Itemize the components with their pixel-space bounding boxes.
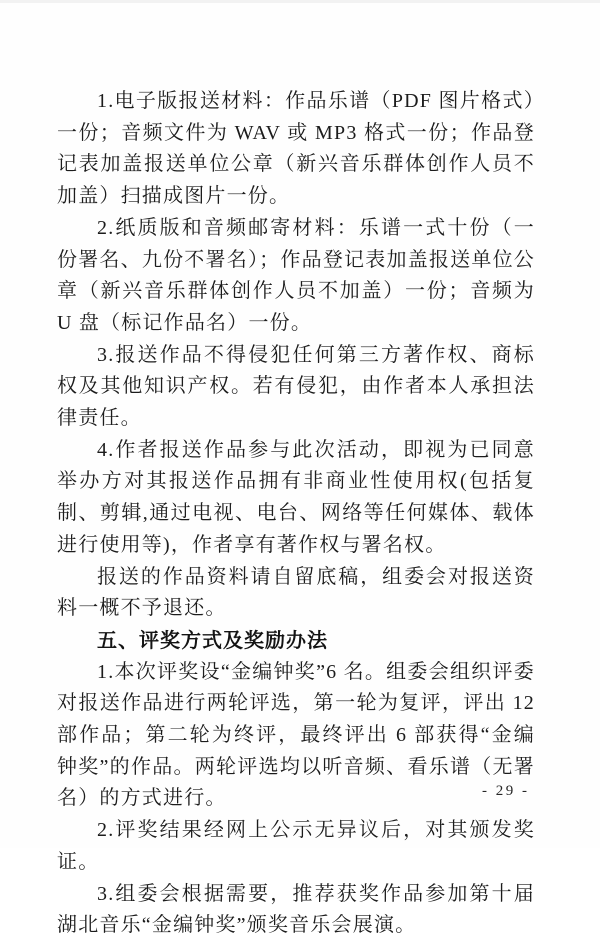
paragraph: 2.纸质版和音频邮寄材料：乐谱一式十份（一份署名、九份不署名）；作品登记表加盖报送单位公章（新兴音乐群体创作人员不加盖）一份；音频为 U 盘（标记作品名）一份。: [57, 216, 535, 334]
page-top-edge: [0, 0, 600, 3]
paragraph: 报送的作品资料请自留底稿，组委会对报送资料一概不予退还。: [57, 565, 535, 620]
paragraph: 3.组委会根据需要，推荐获奖作品参加第十届湖北音乐“金编钟奖”颁奖音乐会展演。: [57, 882, 535, 937]
paragraph: 1.电子版报送材料：作品乐谱（PDF 图片格式）一份；音频文件为 WAV 或 MP3 格式一份；作品登记表加盖报送单位公章（新兴音乐群体创作人员不加盖）扫描成图片一份。: [57, 90, 535, 208]
section-heading: 五、评奖方式及奖励办法: [97, 627, 328, 652]
paragraph: 2.评奖结果经网上公示无异议后，对其颁发奖证。: [57, 819, 535, 873]
paragraph: 1.本次评奖设“金编钟奖”6 名。组委会组织评委对报送作品进行两轮评选，第一轮为复评，评出 12 部作品；第二轮为终评，最终评出 6 部获得“金编钟奖”的作品。两轮评选均以听音频、看乐谱（无署名）的方式进行。: [57, 660, 535, 810]
paragraph: 4.作者报送作品参与此次活动，即视为已同意举办方对其报送作品拥有非商业性使用权(包括复制、剪辑,通过电视、电台、网络等任何媒体、载体进行使用等)，作者享有著作权与署名权。: [57, 438, 535, 556]
document-body: [57, 86, 535, 942]
paragraph: 3.报送作品不得侵犯任何第三方著作权、商标权及其他知识产权。若有侵犯，由作者本人承担法律责任。: [57, 343, 535, 430]
page-number: - 29 -: [482, 783, 530, 799]
